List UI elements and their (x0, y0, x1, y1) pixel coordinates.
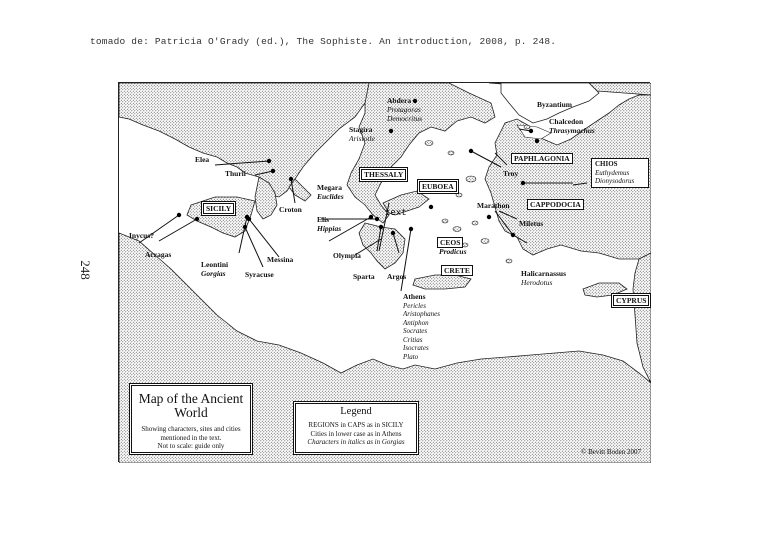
city-thurii: Thurii (225, 169, 246, 178)
source-caption: tomado de: Patricia O'Grady (ed.), The Sophiste. An introduction, 2008, p. 248. (90, 36, 557, 47)
stray-text-label: text (385, 208, 407, 218)
city-halicarnassus: Halicarnassus (521, 269, 567, 278)
italy-landmass (119, 83, 377, 197)
legend-line-cities: Cities in lower case as in Athens (310, 429, 402, 438)
apulia-landmass (289, 179, 311, 201)
person-prodicus: Prodicus (439, 247, 467, 256)
city-inycus: Inycus? (129, 231, 155, 240)
city-acragas: Acragas (145, 250, 172, 259)
person-socrates: Socrates (403, 327, 428, 335)
region-crete: CRETE (441, 265, 473, 276)
athens-block (403, 293, 440, 361)
chios-person-2: Dionysodorus (595, 177, 635, 185)
legend-line-characters: Characters in italics as in Gorgias (307, 438, 405, 446)
copyright-notice: © Bevitt Boden 2007 (581, 448, 641, 456)
ancient-world-map (118, 82, 650, 462)
page-number: 248 (77, 260, 93, 280)
region-thessaly: THESSALY (359, 167, 408, 182)
city-chalcedon: Chalcedon (549, 117, 584, 126)
map-subtitle-line-1: Showing characters, sites and cities (141, 425, 241, 433)
levant-landmass (633, 253, 651, 383)
chios-person-1: Euthydemus (595, 168, 630, 177)
city-megara: Megara (317, 183, 342, 192)
region-euboea: EUBOEA (417, 179, 459, 194)
map-subtitle-line-3: Not to scale: guide only (157, 442, 225, 450)
person-protagoras: Protagoras (387, 105, 421, 114)
person-pericles: Pericles (403, 301, 426, 310)
city-troy: Troy (503, 169, 519, 178)
person-thrasymachus: Thrasymachus (549, 126, 595, 135)
map-legend (293, 401, 419, 455)
person-aristophanes: Aristophanes (403, 310, 440, 318)
person-aristotle: Aristotle (349, 134, 375, 143)
chios-box (591, 158, 649, 188)
city-sparta: Sparta (353, 272, 375, 281)
city-leontini: Leontini (201, 260, 229, 269)
city-miletus: Miletus (519, 219, 544, 228)
city-syracuse: Syracuse (245, 270, 274, 279)
city-argos: Argos (387, 272, 407, 281)
map-title-box (129, 383, 253, 455)
city-marathon: Marathon (477, 201, 510, 210)
person-antiphon: Antiphon (403, 318, 429, 327)
map-subtitle-line-2: mentioned in the text. (160, 433, 222, 442)
region-paphlagonia: PAPHLAGONIA (511, 153, 573, 164)
chios-label: CHIOS (595, 160, 618, 168)
city-abdera: Abdera (387, 96, 412, 105)
city-byzantium: Byzantium (537, 100, 573, 109)
region-sicily: SICILY (201, 201, 236, 216)
peloponnese-landmass (359, 223, 405, 269)
city-elis: Elis (317, 215, 330, 224)
city-olympia: Olympia (333, 251, 361, 260)
city-elea: Elea (195, 155, 210, 164)
person-democritus: Democritus (387, 114, 422, 123)
map-title: Map of the Ancient World (138, 391, 244, 420)
region-cappodocia: CAPPODOCIA (527, 199, 584, 210)
city-athens: Athens (403, 292, 426, 301)
person-herodotus: Herodotus (521, 278, 553, 287)
legend-title: Legend (340, 406, 372, 417)
person-isocrates: Isocrates (403, 344, 429, 352)
region-cyprus: CYPRUS (611, 293, 651, 308)
region-ceos: CEOS (437, 237, 463, 248)
person-plato: Plato (403, 352, 419, 361)
person-gorgias: Gorgias (201, 269, 226, 278)
city-stagira: Stagira (349, 125, 373, 134)
person-critias: Critias (403, 335, 423, 344)
city-croton: Croton (279, 205, 302, 214)
crete-landmass (413, 275, 471, 289)
legend-line-regions: REGIONS in CAPS as in SICILY (308, 421, 404, 429)
city-messina: Messina (267, 255, 294, 264)
person-hippias: Hippias (317, 224, 342, 233)
person-euclides: Euclides (317, 192, 344, 201)
